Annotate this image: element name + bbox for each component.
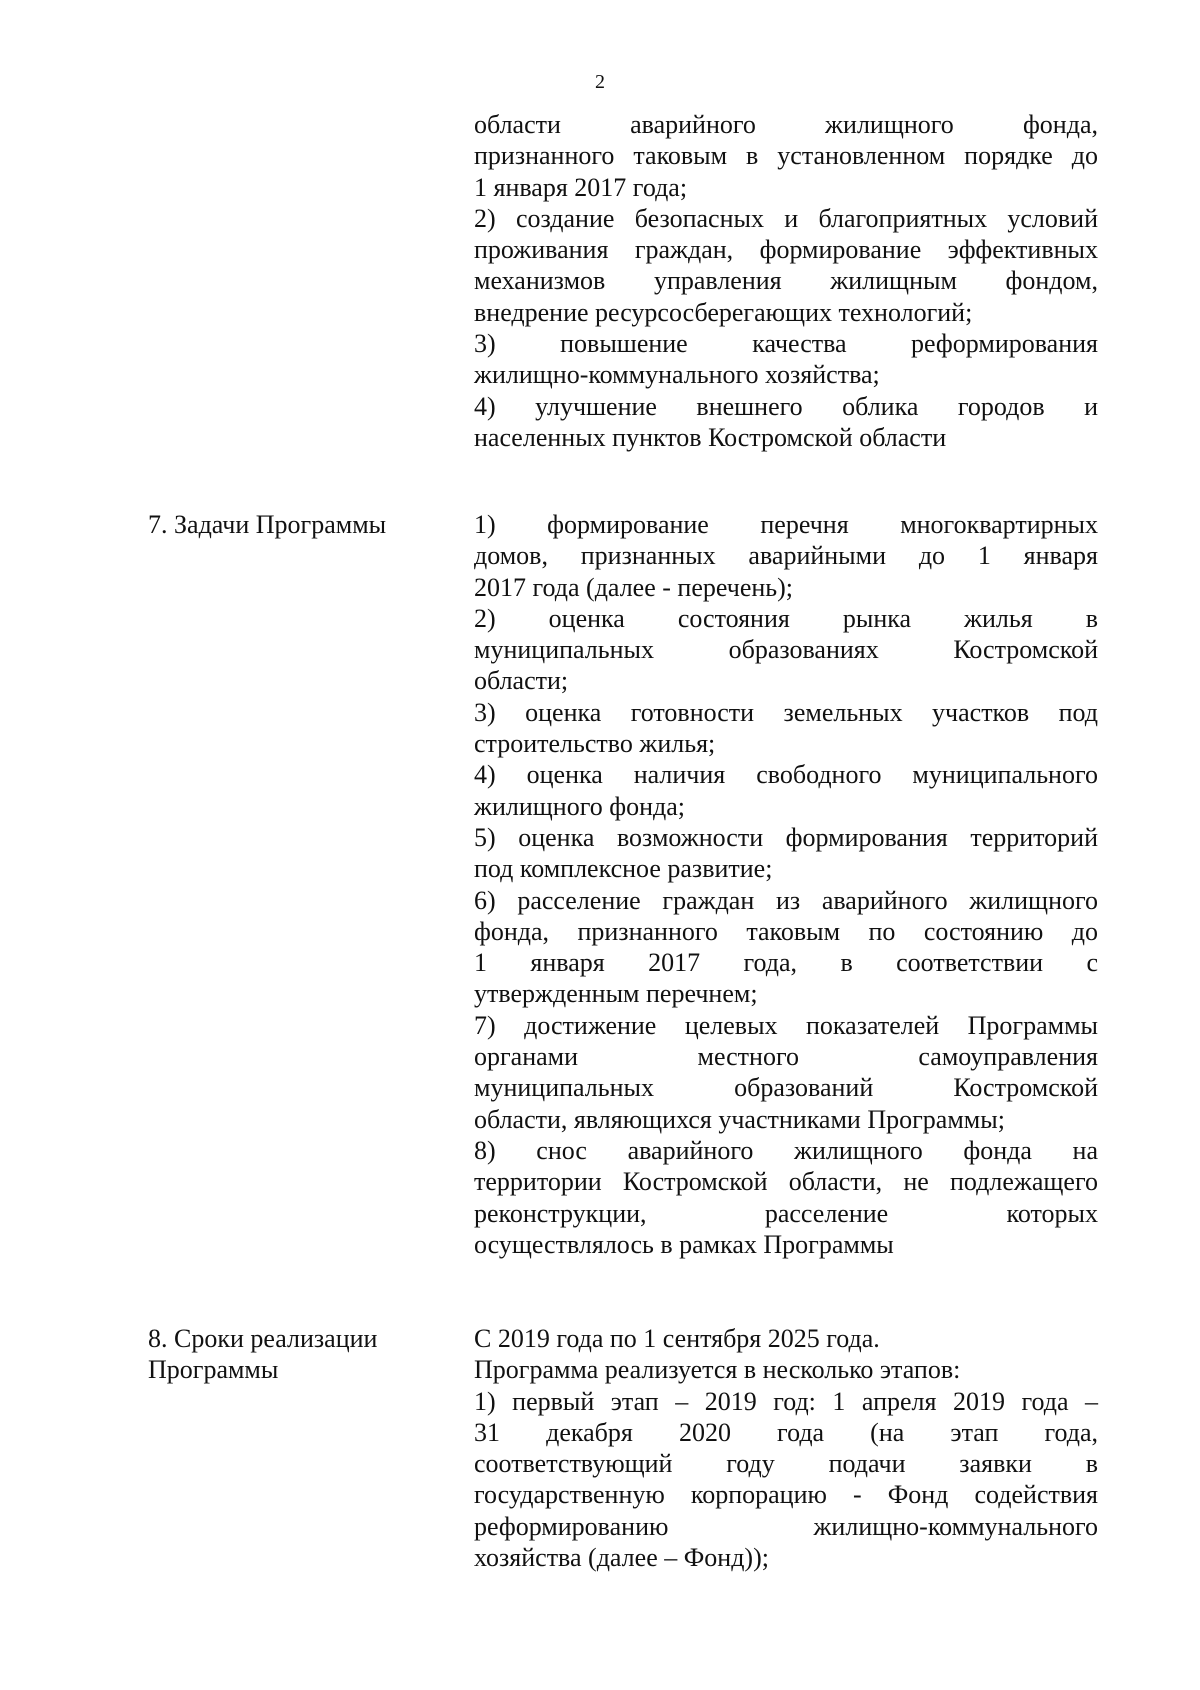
text-line: соответствующий году подачи заявки в: [474, 1449, 1098, 1479]
text-line: муниципальных образований Костромской: [474, 1073, 1098, 1103]
section-8-label: [148, 1323, 428, 1385]
text-line: области;: [474, 666, 569, 696]
text-line: 31 декабря 2020 года (на этап года,: [474, 1417, 1098, 1447]
text-line: жилищно-коммунального хозяйства;: [474, 360, 880, 390]
section-8-content: [474, 1323, 1098, 1573]
text-line: области аварийного жилищного фонда,: [474, 110, 1098, 139]
text-line: под комплексное развитие;: [474, 854, 773, 884]
text-line: 8) снос аварийного жилищного фонда на: [474, 1135, 1098, 1165]
text-line: муниципальных образованиях Костромской: [474, 635, 1098, 665]
section-7-content: [474, 509, 1098, 1260]
text-line: 3) оценка готовности земельных участков под: [474, 697, 1098, 727]
text-line: 1 января 2017 года, в соответствии с: [474, 948, 1098, 978]
text-line: хозяйства (далее – Фонд));: [474, 1543, 769, 1573]
text-line: области, являющихся участниками Программы;: [474, 1104, 1005, 1134]
text-line: 1 января 2017 года;: [474, 172, 688, 202]
text-line: государственную корпорацию - Фонд содействия: [474, 1480, 1098, 1510]
text-line: 6) расселение граждан из аварийного жилищного: [474, 885, 1098, 915]
text-line: 5) оценка возможности формирования территорий: [474, 822, 1098, 852]
text-line: 2) оценка состояния рынка жилья в: [474, 603, 1098, 633]
text-line: Программа реализуется в несколько этапов:: [474, 1355, 961, 1385]
goals-continuation: [474, 109, 1098, 453]
text-line: территории Костромской области, не подлежащего: [474, 1167, 1098, 1197]
text-line: 4) улучшение внешнего облика городов и: [474, 391, 1098, 421]
section-label-line: 8. Сроки реализации: [148, 1324, 378, 1353]
text-line: населенных пунктов Костромской области: [474, 422, 947, 452]
section-label-line: Программы: [148, 1355, 279, 1384]
section-label-line: 7. Задачи Программы: [148, 510, 387, 539]
text-line: осуществлялось в рамках Программы: [474, 1229, 894, 1259]
text-line: 2) создание безопасных и благоприятных условий: [474, 203, 1098, 233]
text-line: домов, признанных аварийными до 1 января: [474, 541, 1098, 571]
text-line: 1) первый этап – 2019 год: 1 апреля 2019 года –: [474, 1386, 1098, 1416]
text-line: реформированию жилищно-коммунального: [474, 1511, 1098, 1541]
text-line: 4) оценка наличия свободного муниципального: [474, 760, 1098, 790]
text-line: С 2019 года по 1 сентября 2025 года.: [474, 1324, 880, 1353]
text-line: 7) достижение целевых показателей Программы: [474, 1010, 1098, 1040]
text-line: органами местного самоуправления: [474, 1042, 1098, 1072]
text-line: признанного таковым в установленном порядке до: [474, 141, 1098, 171]
section-7-label: [148, 509, 428, 540]
text-line: 1) формирование перечня многоквартирных: [474, 510, 1098, 539]
text-line: внедрение ресурсосберегающих технологий;: [474, 297, 973, 327]
text-line: строительство жилья;: [474, 729, 716, 759]
text-line: реконструкции, расселение которых: [474, 1198, 1098, 1228]
text-line: 3) повышение качества реформирования: [474, 329, 1098, 359]
text-line: утвержденным перечнем;: [474, 979, 758, 1009]
text-line: 2017 года (далее - перечень);: [474, 572, 794, 602]
text-line: фонда, признанного таковым по состоянию до: [474, 916, 1098, 946]
page-number: 2: [595, 71, 605, 93]
text-line: жилищного фонда;: [474, 791, 685, 821]
text-line: проживания граждан, формирование эффективных: [474, 235, 1098, 265]
text-line: механизмов управления жилищным фондом,: [474, 266, 1098, 296]
